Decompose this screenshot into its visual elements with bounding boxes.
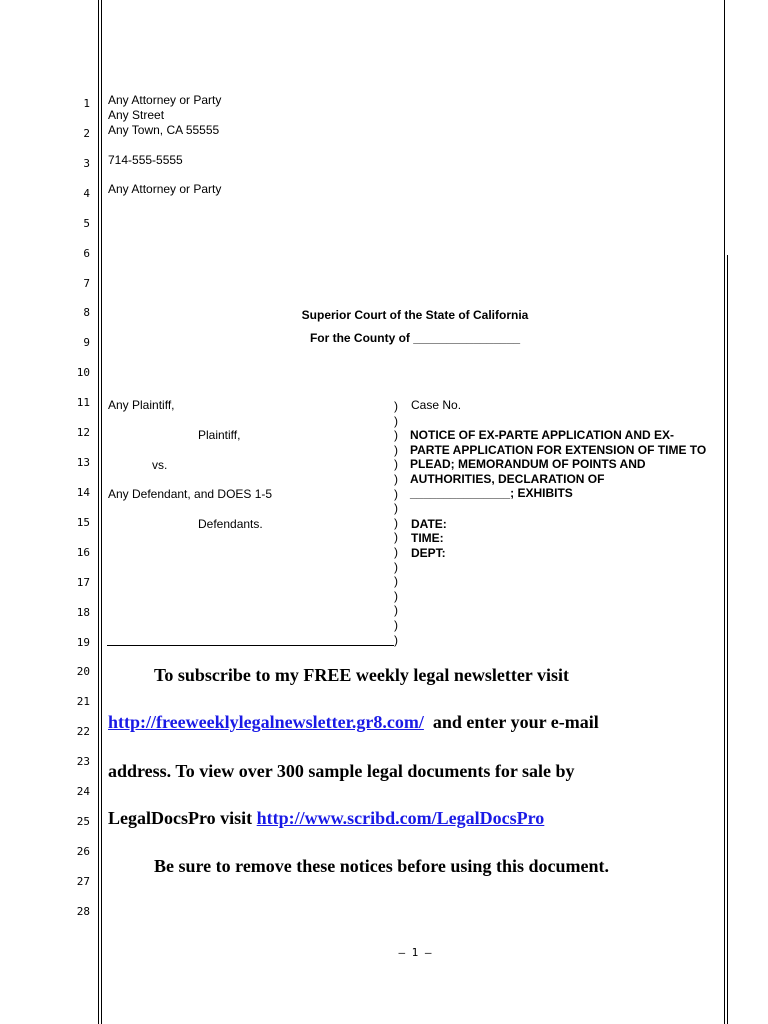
line-number: 27 bbox=[76, 874, 90, 888]
caption-paren: ) bbox=[394, 442, 398, 457]
caption-paren: ) bbox=[394, 486, 398, 501]
newsletter-line-1: To subscribe to my FREE weekly legal newsletter visit bbox=[154, 665, 569, 685]
attorney-phone: 714-555-5555 bbox=[108, 153, 183, 167]
caption-paren: ) bbox=[394, 413, 398, 428]
left-margin-rule-inner bbox=[101, 0, 102, 1024]
attorney-name: Any Attorney or Party bbox=[108, 93, 222, 107]
newsletter-line-2-text: and enter your e-mail bbox=[432, 712, 599, 732]
plaintiff-name: Any Plaintiff, bbox=[108, 398, 175, 412]
line-number: 6 bbox=[83, 246, 90, 260]
line-number: 14 bbox=[76, 485, 90, 499]
attorney-street: Any Street bbox=[108, 108, 165, 122]
line-number: 4 bbox=[83, 186, 90, 200]
line-number: 26 bbox=[76, 845, 90, 858]
line-number: 5 bbox=[83, 216, 90, 230]
caption-paren: ) bbox=[394, 515, 398, 530]
newsletter-line-4-text: LegalDocsPro visit bbox=[108, 808, 253, 828]
remove-notice-line: Be sure to remove these notices before using this document. bbox=[154, 856, 609, 876]
caption-paren: ) bbox=[394, 428, 398, 443]
line-number: 23 bbox=[76, 755, 90, 769]
right-margin-rule-inner bbox=[724, 0, 725, 1024]
caption-underline bbox=[107, 645, 394, 646]
line-number: 1 bbox=[83, 97, 90, 110]
versus: vs. bbox=[152, 458, 168, 472]
line-number: 25 bbox=[76, 815, 90, 829]
right-margin-rule-outer bbox=[727, 255, 728, 1024]
caption-paren: ) bbox=[394, 618, 398, 632]
line-number: 7 bbox=[83, 276, 90, 290]
court-county: For the County of ________________ bbox=[309, 331, 521, 345]
line-number: 8 bbox=[83, 306, 90, 320]
line-number: 24 bbox=[76, 785, 90, 799]
line-number: 9 bbox=[83, 336, 90, 350]
line-number: 20 bbox=[76, 665, 90, 679]
hearing-time-label: TIME: bbox=[411, 531, 444, 545]
line-number: 11 bbox=[76, 396, 90, 410]
attorney-for: Any Attorney or Party bbox=[108, 182, 222, 196]
caption-paren: ) bbox=[394, 530, 398, 545]
hearing-dept-label: DEPT: bbox=[411, 546, 446, 560]
caption-paren: ) bbox=[394, 399, 398, 413]
newsletter-line-4 bbox=[108, 808, 544, 829]
case-number-label: Case No. bbox=[411, 398, 462, 412]
caption-paren: ) bbox=[394, 632, 398, 647]
attorney-city: Any Town, CA 55555 bbox=[108, 123, 220, 137]
line-number: 10 bbox=[76, 366, 90, 380]
caption-paren: ) bbox=[394, 472, 398, 486]
court-title: Superior Court of the State of California bbox=[301, 308, 529, 322]
caption-paren: ) bbox=[394, 559, 398, 574]
caption-paren: ) bbox=[394, 588, 398, 603]
line-number: 15 bbox=[76, 515, 90, 529]
defendant-name: Any Defendant, and DOES 1-5 bbox=[108, 487, 273, 501]
line-number: 17 bbox=[76, 575, 90, 589]
scribd-link[interactable]: http://www.scribd.com/LegalDocsPro bbox=[256, 808, 545, 828]
caption-paren: ) bbox=[394, 603, 398, 618]
caption-paren: ) bbox=[394, 545, 398, 559]
left-margin-rule-outer bbox=[98, 0, 99, 1024]
newsletter-line-3: address. To view over 300 sample legal documents for sale by bbox=[108, 761, 575, 781]
defendant-role: Defendants. bbox=[198, 517, 263, 531]
plaintiff-role: Plaintiff, bbox=[198, 428, 241, 442]
newsletter-line-2 bbox=[108, 712, 599, 733]
line-number: 19 bbox=[76, 635, 90, 649]
line-number: 13 bbox=[76, 456, 90, 470]
line-number: 21 bbox=[76, 695, 90, 709]
line-number: 3 bbox=[83, 156, 90, 170]
line-number: 16 bbox=[76, 545, 90, 559]
line-number: 2 bbox=[83, 126, 90, 140]
line-number: 28 bbox=[76, 904, 90, 918]
line-number: 22 bbox=[76, 725, 90, 739]
newsletter-link[interactable]: http://freeweeklylegalnewsletter.gr8.com/ bbox=[108, 712, 424, 732]
hearing-date-label: DATE: bbox=[411, 517, 447, 531]
document-title: NOTICE OF EX-PARTE APPLICATION AND EX-PARTE APPLICATION FOR EXTENSION OF TIME TO PLEAD; MEMORANDUM OF POINTS AND AUTHORITIES, DECLARATION OF _______________; EXHIBITS bbox=[410, 428, 707, 500]
line-number: 18 bbox=[76, 605, 90, 619]
page-number: – 1 – bbox=[398, 946, 432, 959]
line-number: 12 bbox=[76, 426, 90, 440]
caption-paren: ) bbox=[394, 457, 398, 472]
caption-paren: ) bbox=[394, 501, 398, 516]
caption-paren: ) bbox=[394, 574, 398, 589]
